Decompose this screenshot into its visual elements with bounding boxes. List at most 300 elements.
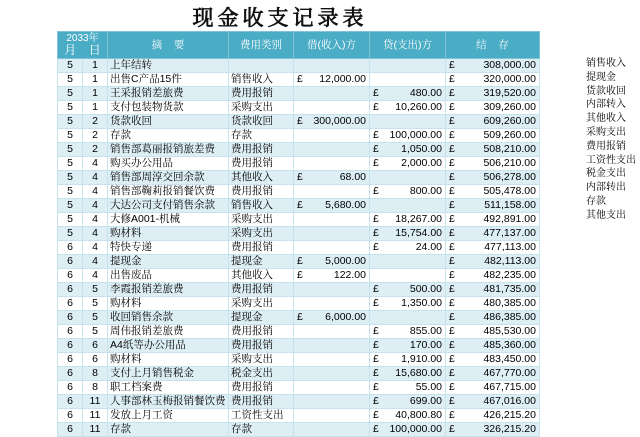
currency-symbol: £ [449, 185, 455, 197]
month-header: 月 [64, 43, 77, 57]
table-row [58, 115, 540, 129]
balance-amount: 509,260.00 [483, 129, 536, 141]
credit-cell[interactable] [370, 143, 446, 157]
day-cell[interactable]: 5 [83, 283, 108, 297]
category-cell[interactable]: 费用报销 [229, 381, 294, 395]
balance-amount: 506,210.00 [483, 157, 536, 169]
currency-symbol: £ [449, 101, 455, 113]
month-cell[interactable]: 5 [58, 59, 83, 73]
category-cell[interactable]: 存款 [229, 129, 294, 143]
credit-amount: 1,350.00 [401, 297, 442, 309]
month-cell[interactable]: 6 [58, 283, 83, 297]
credit-cell[interactable] [370, 171, 446, 185]
currency-symbol: £ [449, 395, 455, 407]
category-cell[interactable]: 费用报销 [229, 339, 294, 353]
credit-cell[interactable] [370, 409, 446, 423]
debit-amount: 6,000.00 [325, 311, 366, 323]
balance-cell[interactable] [446, 171, 540, 185]
category-cell[interactable]: 采购支出 [229, 297, 294, 311]
debit-amount: 122.00 [333, 269, 366, 281]
month-cell[interactable]: 5 [58, 213, 83, 227]
currency-symbol: £ [373, 101, 379, 113]
credit-cell[interactable] [370, 115, 446, 129]
category-list-item[interactable]: 其他支出 [586, 209, 626, 221]
credit-cell[interactable] [370, 381, 446, 395]
currency-symbol: £ [449, 325, 455, 337]
summary-cell[interactable]: 提现金 [108, 255, 229, 269]
credit-cell[interactable] [370, 129, 446, 143]
category-list-item[interactable]: 采购支出 [586, 126, 626, 138]
debit-cell[interactable] [294, 101, 370, 115]
debit-cell[interactable] [294, 297, 370, 311]
day-cell[interactable]: 4 [83, 269, 108, 283]
month-cell[interactable]: 5 [58, 185, 83, 199]
balance-amount: 482,235.00 [483, 269, 536, 281]
day-cell[interactable]: 6 [83, 339, 108, 353]
balance-amount: 309,260.00 [483, 101, 536, 113]
balance-amount: 505,478.00 [483, 185, 536, 197]
credit-cell[interactable] [370, 423, 446, 437]
debit-cell[interactable] [294, 255, 370, 269]
currency-symbol: £ [449, 381, 455, 393]
currency-symbol: £ [373, 353, 379, 365]
month-cell[interactable]: 6 [58, 367, 83, 381]
debit-cell[interactable] [294, 213, 370, 227]
balance-cell[interactable] [446, 185, 540, 199]
month-cell[interactable]: 5 [58, 227, 83, 241]
category-cell[interactable]: 提现金 [229, 255, 294, 269]
month-cell[interactable]: 6 [58, 395, 83, 409]
balance-cell[interactable] [446, 255, 540, 269]
summary-cell[interactable]: 支付上月销售税金 [108, 367, 229, 381]
category-cell[interactable]: 采购支出 [229, 101, 294, 115]
credit-cell[interactable] [370, 255, 446, 269]
balance-cell[interactable] [446, 241, 540, 255]
balance-cell[interactable] [446, 409, 540, 423]
debit-cell[interactable] [294, 199, 370, 213]
category-list-item[interactable]: 货款收回 [586, 85, 626, 97]
category-list-item[interactable]: 提现金 [586, 71, 616, 83]
balance-amount: 467,770.00 [483, 367, 536, 379]
debit-cell[interactable] [294, 241, 370, 255]
table-row [58, 101, 540, 115]
balance-cell[interactable] [446, 227, 540, 241]
balance-cell[interactable] [446, 367, 540, 381]
table-row [58, 325, 540, 339]
day-cell[interactable]: 5 [83, 297, 108, 311]
currency-symbol: £ [297, 171, 303, 183]
table-row [58, 87, 540, 101]
credit-amount: 1,910.00 [401, 353, 442, 365]
category-cell[interactable]: 费用报销 [229, 87, 294, 101]
category-cell[interactable]: 其他收入 [229, 171, 294, 185]
credit-amount: 15,754.00 [395, 227, 442, 239]
balance-cell[interactable] [446, 157, 540, 171]
month-cell[interactable]: 5 [58, 199, 83, 213]
debit-cell[interactable] [294, 129, 370, 143]
month-cell[interactable]: 6 [58, 339, 83, 353]
month-cell[interactable]: 5 [58, 171, 83, 185]
day-cell[interactable]: 1 [83, 101, 108, 115]
balance-cell[interactable] [446, 311, 540, 325]
debit-cell[interactable] [294, 143, 370, 157]
balance-cell[interactable] [446, 87, 540, 101]
day-cell[interactable]: 11 [83, 423, 108, 437]
credit-amount: 480.00 [409, 87, 442, 99]
day-cell[interactable]: 4 [83, 185, 108, 199]
day-cell[interactable]: 6 [83, 353, 108, 367]
currency-symbol: £ [373, 409, 379, 421]
summary-cell[interactable]: 购材料 [108, 297, 229, 311]
category-list-item[interactable]: 销售收入 [586, 58, 626, 69]
currency-symbol: £ [297, 199, 303, 211]
category-list-item[interactable]: 内部转入 [586, 99, 626, 111]
month-cell[interactable]: 6 [58, 297, 83, 311]
currency-symbol: £ [449, 255, 455, 267]
credit-amount: 40,800.80 [395, 409, 442, 421]
debit-cell[interactable] [294, 185, 370, 199]
category-cell[interactable]: 工资性支出 [229, 409, 294, 423]
currency-symbol: £ [373, 143, 379, 155]
month-cell[interactable]: 5 [58, 87, 83, 101]
credit-amount: 170.00 [409, 339, 442, 351]
category-list-item[interactable]: 其他收入 [586, 113, 626, 125]
category-cell[interactable]: 采购支出 [229, 227, 294, 241]
balance-amount: 492,891.00 [483, 213, 536, 225]
balance-cell[interactable] [446, 143, 540, 157]
summary-cell[interactable]: 大达公司支付销售余款 [108, 199, 229, 213]
category-cell[interactable]: 费用报销 [229, 185, 294, 199]
summary-cell[interactable]: 购材料 [108, 353, 229, 367]
summary-cell[interactable]: 收回销售余款 [108, 311, 229, 325]
table-row [58, 129, 540, 143]
day-cell[interactable]: 1 [83, 59, 108, 73]
table-row [58, 311, 540, 325]
summary-cell[interactable]: 货款收回 [108, 115, 229, 129]
debit-cell[interactable] [294, 381, 370, 395]
table-row [58, 423, 540, 437]
credit-cell[interactable] [370, 227, 446, 241]
category-cell[interactable]: 费用报销 [229, 241, 294, 255]
table-row [58, 283, 540, 297]
debit-cell[interactable] [294, 115, 370, 129]
currency-symbol: £ [373, 395, 379, 407]
currency-symbol: £ [449, 129, 455, 141]
balance-cell[interactable] [446, 73, 540, 87]
debit-amount: 68.00 [339, 171, 366, 183]
debit-cell[interactable] [294, 423, 370, 437]
day-cell[interactable]: 2 [83, 115, 108, 129]
currency-symbol: £ [449, 199, 455, 211]
balance-cell[interactable] [446, 59, 540, 73]
summary-cell[interactable]: 销售部葛丽报销旅差费 [108, 143, 229, 157]
balance-header: 结 存 [446, 32, 540, 59]
balance-amount: 426,215.20 [483, 409, 536, 421]
table-row [58, 199, 540, 213]
credit-cell[interactable] [370, 185, 446, 199]
table-row [58, 143, 540, 157]
debit-cell[interactable] [294, 87, 370, 101]
summary-cell[interactable]: 上年结转 [108, 59, 229, 73]
category-cell[interactable]: 费用报销 [229, 143, 294, 157]
credit-amount: 500.00 [409, 283, 442, 295]
summary-cell[interactable]: A4纸等办公用品 [108, 339, 229, 353]
currency-symbol: £ [373, 283, 379, 295]
debit-cell[interactable] [294, 353, 370, 367]
category-list-item[interactable]: 税金支出 [586, 168, 626, 180]
summary-cell[interactable]: 职工档案费 [108, 381, 229, 395]
balance-amount: 483,450.00 [483, 353, 536, 365]
credit-cell[interactable] [370, 367, 446, 381]
credit-amount: 100,000.00 [389, 423, 442, 435]
year-header: 2033年 [66, 33, 99, 44]
day-cell[interactable]: 8 [83, 367, 108, 381]
day-cell[interactable]: 4 [83, 241, 108, 255]
summary-cell[interactable]: 销售部周淳交回余款 [108, 171, 229, 185]
credit-cell[interactable] [370, 297, 446, 311]
summary-cell[interactable]: 存款 [108, 423, 229, 437]
day-cell[interactable]: 8 [83, 381, 108, 395]
credit-cell[interactable] [370, 157, 446, 171]
table-row [58, 409, 540, 423]
currency-symbol: £ [297, 115, 303, 127]
credit-amount: 55.00 [415, 381, 442, 393]
day-cell[interactable]: 1 [83, 73, 108, 87]
balance-amount: 480,385.00 [483, 297, 536, 309]
balance-amount: 506,278.00 [483, 171, 536, 183]
debit-cell[interactable] [294, 269, 370, 283]
month-cell[interactable]: 6 [58, 241, 83, 255]
balance-amount: 320,000.00 [483, 73, 536, 85]
credit-cell[interactable] [370, 101, 446, 115]
balance-cell[interactable] [446, 199, 540, 213]
credit-amount: 18,267.00 [395, 213, 442, 225]
currency-symbol: £ [297, 269, 303, 281]
day-cell[interactable]: 5 [83, 325, 108, 339]
balance-amount: 467,016.00 [483, 395, 536, 407]
summary-cell[interactable]: 人事部林玉梅报销餐饮费 [108, 395, 229, 409]
category-cell[interactable]: 费用报销 [229, 325, 294, 339]
table-row [58, 367, 540, 381]
category-cell[interactable]: 费用报销 [229, 395, 294, 409]
credit-cell[interactable] [370, 311, 446, 325]
debit-cell[interactable] [294, 325, 370, 339]
summary-cell[interactable]: 购材料 [108, 227, 229, 241]
day-cell[interactable]: 4 [83, 227, 108, 241]
currency-symbol: £ [373, 227, 379, 239]
month-cell[interactable]: 6 [58, 423, 83, 437]
currency-symbol: £ [449, 353, 455, 365]
credit-amount: 15,680.00 [395, 367, 442, 379]
category-list-item[interactable]: 费用报销 [586, 140, 626, 152]
currency-symbol: £ [449, 171, 455, 183]
category-cell[interactable]: 销售收入 [229, 199, 294, 213]
currency-symbol: £ [449, 59, 455, 71]
category-cell[interactable]: 费用报销 [229, 157, 294, 171]
month-cell[interactable]: 5 [58, 157, 83, 171]
summary-cell[interactable]: 销售部鞠莉报销餐饮费 [108, 185, 229, 199]
balance-cell[interactable] [446, 101, 540, 115]
currency-symbol: £ [373, 185, 379, 197]
balance-amount: 481,735.00 [483, 283, 536, 295]
debit-cell[interactable] [294, 283, 370, 297]
currency-symbol: £ [373, 381, 379, 393]
day-cell[interactable]: 4 [83, 157, 108, 171]
balance-cell[interactable] [446, 129, 540, 143]
currency-symbol: £ [449, 115, 455, 127]
credit-cell[interactable] [370, 59, 446, 73]
debit-cell[interactable] [294, 395, 370, 409]
currency-symbol: £ [373, 157, 379, 169]
category-cell[interactable]: 采购支出 [229, 353, 294, 367]
day-cell[interactable]: 2 [83, 143, 108, 157]
month-cell[interactable]: 6 [58, 381, 83, 395]
category-cell[interactable]: 税金支出 [229, 367, 294, 381]
month-cell[interactable]: 6 [58, 269, 83, 283]
credit-amount: 10,260.00 [395, 101, 442, 113]
summary-cell[interactable]: 周伟报销差旅费 [108, 325, 229, 339]
table-row [58, 241, 540, 255]
balance-cell[interactable] [446, 297, 540, 311]
summary-cell[interactable]: 王采报销差旅费 [108, 87, 229, 101]
table-row [58, 353, 540, 367]
balance-cell[interactable] [446, 213, 540, 227]
credit-cell[interactable] [370, 87, 446, 101]
page-title: 现金收支记录表 [192, 5, 368, 30]
credit-amount: 855.00 [409, 325, 442, 337]
balance-cell[interactable] [446, 283, 540, 297]
currency-symbol: £ [297, 73, 303, 85]
currency-symbol: £ [373, 339, 379, 351]
credit-cell[interactable] [370, 73, 446, 87]
debit-cell[interactable] [294, 409, 370, 423]
debit-cell[interactable] [294, 59, 370, 73]
balance-cell[interactable] [446, 115, 540, 129]
month-cell[interactable]: 6 [58, 255, 83, 269]
credit-amount: 24.00 [415, 241, 442, 253]
summary-cell[interactable]: 特快专递 [108, 241, 229, 255]
category-cell[interactable]: 其他收入 [229, 269, 294, 283]
category-list-item[interactable]: 内部转出 [586, 182, 626, 194]
debit-cell[interactable] [294, 367, 370, 381]
category-cell[interactable]: 销售收入 [229, 73, 294, 87]
category-cell[interactable]: 采购支出 [229, 213, 294, 227]
credit-cell[interactable] [370, 325, 446, 339]
balance-cell[interactable] [446, 423, 540, 437]
balance-cell[interactable] [446, 339, 540, 353]
currency-symbol: £ [449, 143, 455, 155]
day-cell[interactable]: 2 [83, 129, 108, 143]
day-cell[interactable]: 11 [83, 395, 108, 409]
credit-cell[interactable] [370, 269, 446, 283]
summary-cell[interactable]: 出售废品 [108, 269, 229, 283]
category-list-item[interactable]: 工资性支出 [586, 154, 636, 166]
debit-amount: 12,000.00 [319, 73, 366, 85]
currency-symbol: £ [449, 311, 455, 323]
debit-cell[interactable] [294, 73, 370, 87]
debit-amount: 5,680.00 [325, 199, 366, 211]
month-cell[interactable]: 5 [58, 143, 83, 157]
debit-cell[interactable] [294, 157, 370, 171]
day-cell[interactable]: 5 [83, 311, 108, 325]
category-cell[interactable]: 货款收回 [229, 115, 294, 129]
category-header: 费用类别 [229, 32, 294, 59]
balance-amount: 508,210.00 [483, 143, 536, 155]
balance-cell[interactable] [446, 269, 540, 283]
currency-symbol: £ [373, 423, 379, 435]
month-cell[interactable]: 5 [58, 73, 83, 87]
table-row [58, 157, 540, 171]
table-row [58, 381, 540, 395]
credit-cell[interactable] [370, 339, 446, 353]
date-header [58, 32, 108, 59]
credit-amount: 699.00 [409, 395, 442, 407]
credit-cell[interactable] [370, 353, 446, 367]
day-cell[interactable]: 4 [83, 255, 108, 269]
credit-header: 贷(支出)方 [370, 32, 446, 59]
table-row [58, 171, 540, 185]
month-cell[interactable]: 6 [58, 353, 83, 367]
day-cell[interactable]: 1 [83, 87, 108, 101]
table-row [58, 339, 540, 353]
credit-cell[interactable] [370, 241, 446, 255]
day-cell[interactable]: 4 [83, 171, 108, 185]
summary-cell[interactable]: 出售C产品15件 [108, 73, 229, 87]
balance-amount: 326,215.20 [483, 423, 536, 435]
credit-cell[interactable] [370, 283, 446, 297]
credit-cell[interactable] [370, 199, 446, 213]
month-cell[interactable]: 6 [58, 325, 83, 339]
debit-cell[interactable] [294, 311, 370, 325]
category-cell[interactable]: 提现金 [229, 311, 294, 325]
summary-cell[interactable]: 大修A001-机械 [108, 213, 229, 227]
day-cell[interactable]: 4 [83, 213, 108, 227]
currency-symbol: £ [373, 367, 379, 379]
day-cell[interactable]: 4 [83, 199, 108, 213]
debit-cell[interactable] [294, 227, 370, 241]
category-cell[interactable]: 存款 [229, 423, 294, 437]
debit-cell[interactable] [294, 339, 370, 353]
balance-cell[interactable] [446, 353, 540, 367]
month-cell[interactable]: 5 [58, 115, 83, 129]
summary-cell[interactable]: 发放上月工资 [108, 409, 229, 423]
balance-cell[interactable] [446, 381, 540, 395]
category-list [586, 57, 636, 223]
month-cell[interactable]: 5 [58, 101, 83, 115]
summary-cell[interactable]: 李霞报销差旅费 [108, 283, 229, 297]
currency-symbol: £ [373, 325, 379, 337]
debit-cell[interactable] [294, 171, 370, 185]
balance-amount: 609,260.00 [483, 115, 536, 127]
category-cell[interactable] [229, 59, 294, 73]
month-cell[interactable]: 5 [58, 129, 83, 143]
credit-cell[interactable] [370, 213, 446, 227]
summary-cell[interactable]: 支付包装物货款 [108, 101, 229, 115]
table-row [58, 59, 540, 73]
category-cell[interactable]: 费用报销 [229, 283, 294, 297]
credit-amount: 800.00 [409, 185, 442, 197]
currency-symbol: £ [449, 367, 455, 379]
category-list-item[interactable]: 存款 [586, 195, 606, 207]
summary-cell[interactable]: 存款 [108, 129, 229, 143]
day-cell[interactable]: 11 [83, 409, 108, 423]
balance-cell[interactable] [446, 325, 540, 339]
month-cell[interactable]: 6 [58, 409, 83, 423]
month-cell[interactable]: 6 [58, 311, 83, 325]
summary-cell[interactable]: 购买办公用品 [108, 157, 229, 171]
credit-cell[interactable] [370, 395, 446, 409]
balance-cell[interactable] [446, 395, 540, 409]
